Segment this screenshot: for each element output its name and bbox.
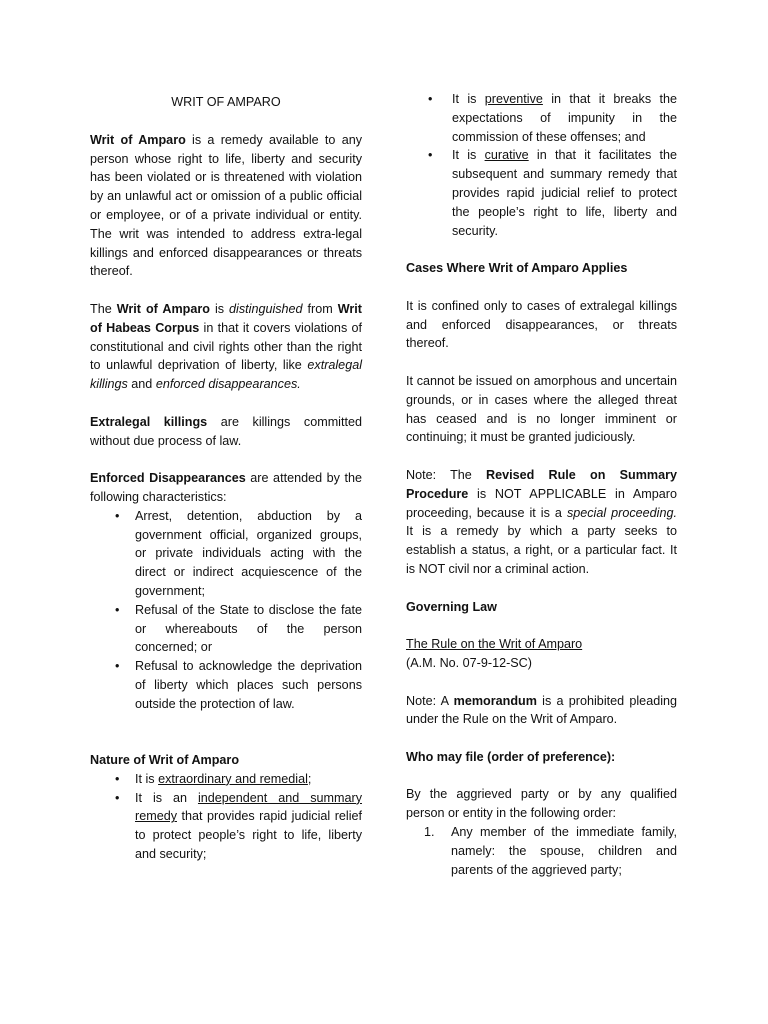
governing-law-heading: Governing Law <box>406 599 497 614</box>
cases-paragraph-2: It cannot be issued on amorphous and uncertain grounds, or in cases where the alleged threat has ceased and is no longer imminent or continuing; it must be granted judiciously. <box>406 373 677 445</box>
list-item: • It is preventive in that it breaks the expectations of impunity in the commission of these offenses; and <box>406 90 677 146</box>
definition-paragraph: Writ of Amparo is a remedy available to any person whose right to life, liberty and security has been violated or is threatened with violation by an unlawful act or omission of a public official or employee, or of a private individual or entity. The writ was intended to address extra-legal killings and enforced disappearances or threats thereof. <box>90 132 362 279</box>
distinction-paragraph: The Writ of Amparo is distinguished from Writ of Habeas Corpus in that it covers violations of constitutional and civil rights other than the right to unlawful deprivation of liberty, like extralegal killings and enforced disappearances. <box>90 301 363 392</box>
memorandum-note: Note: A memorandum is a prohibited pleading under the Rule on the Writ of Amparo. <box>406 693 678 727</box>
list-item: • It is curative in that it facilitates the subsequent and summary remedy that provides rapid judicial relief to protect the people’s right to life, liberty and security. <box>406 146 677 240</box>
who-may-file-paragraph: By the aggrieved party or by any qualified person or entity in the following order: <box>406 787 677 821</box>
cases-heading: Cases Where Writ of Amparo Applies <box>406 261 628 276</box>
nature-heading: Nature of Writ of Amparo <box>90 753 240 768</box>
list-item: • Refusal of the State to disclose the fate or whereabouts of the person concerned; or <box>90 601 362 657</box>
list-number: 1. <box>424 825 435 840</box>
list-item: • It is extraordinary and remedial; <box>90 770 362 789</box>
who-may-file-heading: Who may file (order of preference): <box>406 749 616 764</box>
order-of-preference-list <box>406 823 677 879</box>
list-item: • Refusal to acknowledge the deprivation of liberty which places such persons outside the protection of law. <box>90 657 362 713</box>
list-item: • Arrest, detention, abduction by a government official, organized groups, or private individuals acting with the direct or indirect acquiescence of the government; <box>90 507 362 601</box>
right-column <box>406 90 677 879</box>
nature-list <box>90 770 362 864</box>
summary-procedure-note: Note: The Revised Rule on Summary Procedure is NOT APPLICABLE in Amparo proceeding, because it is a special proceeding. It is a remedy by which a party seeks to establish a status, a right, or a particular fact. It is NOT civil nor a criminal action. <box>406 467 678 576</box>
document-title: WRIT OF AMPARO <box>171 95 281 109</box>
governing-law-reference: (A.M. No. 07-9-12-SC) <box>406 655 532 670</box>
cases-paragraph-1: It is confined only to cases of extralegal killings and enforced disappearances, or threats thereof. <box>406 298 677 351</box>
list-item: • It is an independent and summary remedy that provides rapid judicial relief to protect people’s right to life, liberty and security; <box>90 789 362 864</box>
left-column <box>90 90 362 864</box>
list-item: 1. Any member of the immediate family, namely: the spouse, children and parents of the aggrieved party; <box>424 825 677 877</box>
nature-list-continued <box>406 90 677 240</box>
extralegal-killings-paragraph: Extralegal killings are killings committed without due process of law. <box>90 414 362 448</box>
governing-law-title: The Rule on the Writ of Amparo <box>406 637 583 652</box>
enforced-disappearances-paragraph: Enforced Disappearances are attended by the following characteristics: <box>90 471 363 504</box>
characteristics-list <box>90 507 362 714</box>
